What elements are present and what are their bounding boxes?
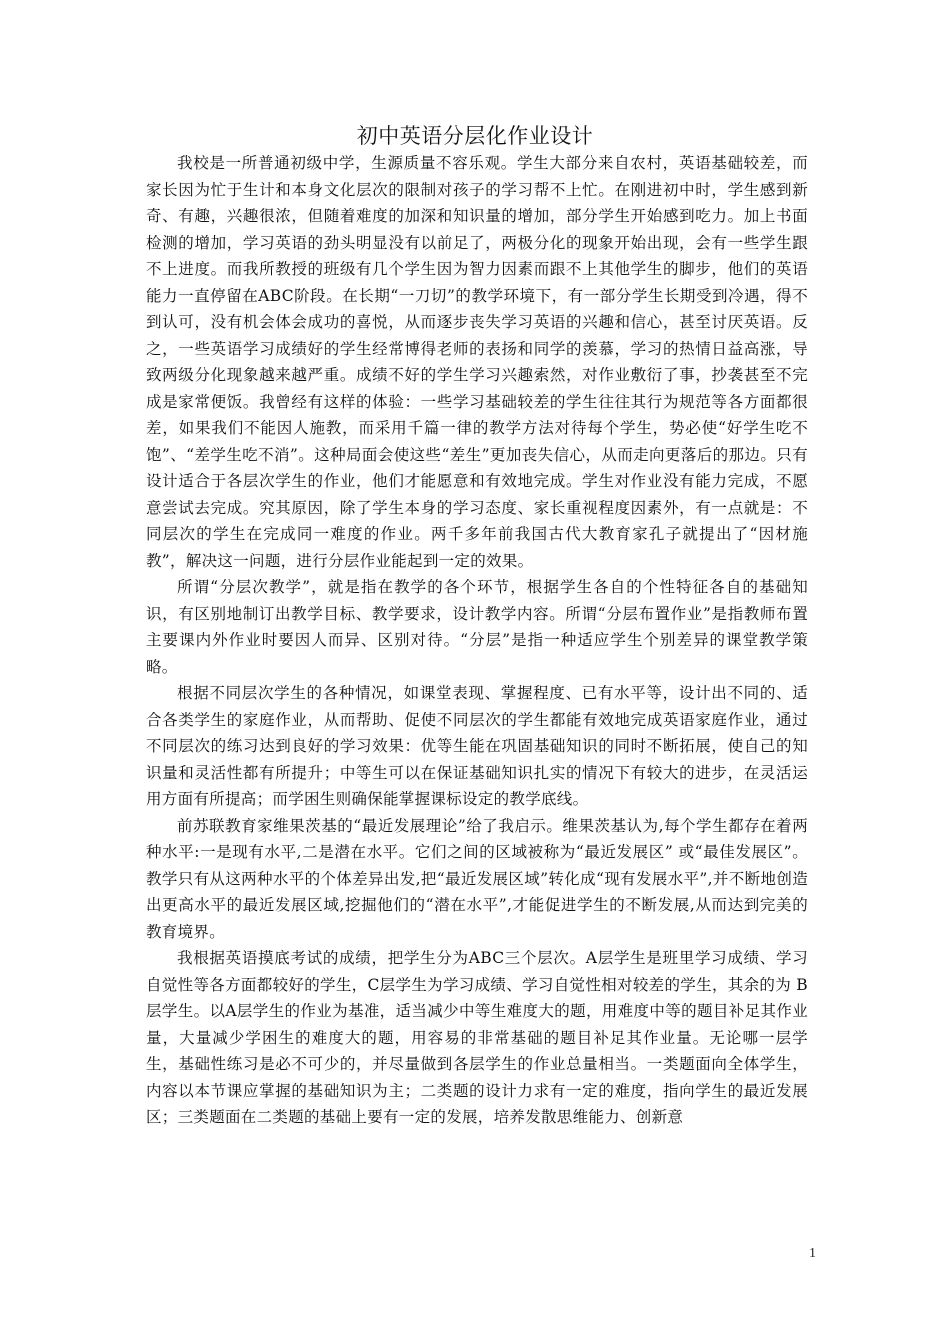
document-title: 初中英语分层化作业设计 <box>356 124 594 148</box>
document-body <box>146 150 808 1131</box>
paragraph: 前苏联教育家维果茨基的“最近发展理论”给了我启示。维果茨基认为,每个学生都存在着两种水平:一是现有水平,二是潜在水平。它们之间的区域被称为“最近发展区” 或“最佳发展区”。教学只有从这两种水平的个体差异出发,把“最近发展区域”转化成“现有发展水平”,并不断地创造出更高水平的最近发展区域,挖掘他们的“潜在水平”,才能促进学生的不断发展,从而达到完美的教育境界。 <box>146 816 808 941</box>
paragraph: 我根据英语摸底考试的成绩，把学生分为ABC三个层次。A层学生是班里学习成绩、学习自觉性等各方面都较好的学生，C层学生为学习成绩、学习自觉性相对较差的学生，其余的为 B层学生。以A层学生的作业为基准，适当减少中等生难度大的题，用难度中等的题目补足其作业量，大量减少学困生的难度大的题，用容易的非常基础的题目补足其作业量。无论哪一层学生，基础性练习是必不可少的，并尽量做到各层学生的作业总量相当。一类题面向全体学生，内容以本节课应掌握的基础知识为主；二类题的设计力求有一定的难度，指向学生的最近发展区；三类题面在二类题的基础上要有一定的发展，培养发散思维能力、创新意 <box>146 949 808 1126</box>
paragraph: 所谓“分层次教学”，就是指在教学的各个环节，根据学生各自的个性特征各自的基础知识，有区别地制订出教学目标、教学要求，设计教学内容。所谓“分层布置作业”是指教师布置主要课内外作业时要因人而异、区别对待。“分层”是指一种适应学生个别差异的课堂教学策略。 <box>146 578 808 676</box>
paragraph: 根据不同层次学生的各种情况，如课堂表现、掌握程度、已有水平等，设计出不同的、适合各类学生的家庭作业，从而帮助、促使不同层次的学生都能有效地完成英语家庭作业，通过不同层次的练习达到良好的学习效果：优等生能在巩固基础知识的同时不断拓展，使自己的知识量和灵活性都有所提升；中等生可以在保证基础知识扎实的情况下有较大的进步，在灵活运用方面有所提高；而学困生则确保能掌握课标设定的教学底线。 <box>146 684 808 808</box>
paragraph: 我校是一所普通初级中学，生源质量不容乐观。学生大部分来自农村，英语基础较差，而家长因为忙于生计和本身文化层次的限制对孩子的学习帮不上忙。在刚进初中时，学生感到新奇、有趣，兴趣很浓，但随着难度的加深和知识量的增加，部分学生开始感到吃力。加上书面检测的增加，学习英语的劲头明显没有以前足了，两极分化的现象开始出现，会有一些学生跟不上进度。而我所教授的班级有几个学生因为智力因素而跟不上其他学生的脚步，他们的英语能力一直停留在ABC阶段。在长期“一刀切”的教学环境下，有一部分学生长期受到冷遇，得不到认可，没有机会体会成功的喜悦，从而逐步丧失学习英语的兴趣和信心，甚至讨厌英语。反之，一些英语学习成绩好的学生经常博得老师的表扬和同学的羡慕，学习的热情日益高涨，导致两级分化现象越来越严重。成绩不好的学生学习兴趣索然，对作业敷衍了事，抄袭甚至不完成是家常便饭。我曾经有这样的体验：一些学习基础较差的学生往往其行为规范等各方面都很差，如果我们不能因人施教，而采用千篇一律的教学方法对待每个学生，势必使“好学生吃不饱”、“差学生吃不消”。这种局面会使这些“差生”更加丧失信心，从而走向更落后的那边。只有设计适合于各层次学生的作业，他们才能愿意和有效地完成。学生对作业没有能力完成，不愿意尝试去完成。究其原因，除了学生本身的学习态度、家长重视程度因素外，有一点就是：不同层次的学生在完成同一难度的作业。两千多年前我国古代大教育家孔子就提出了“因材施教”，解决这一问题，进行分层作业能起到一定的效果。 <box>146 154 808 570</box>
page-number: 1 <box>809 1246 816 1261</box>
